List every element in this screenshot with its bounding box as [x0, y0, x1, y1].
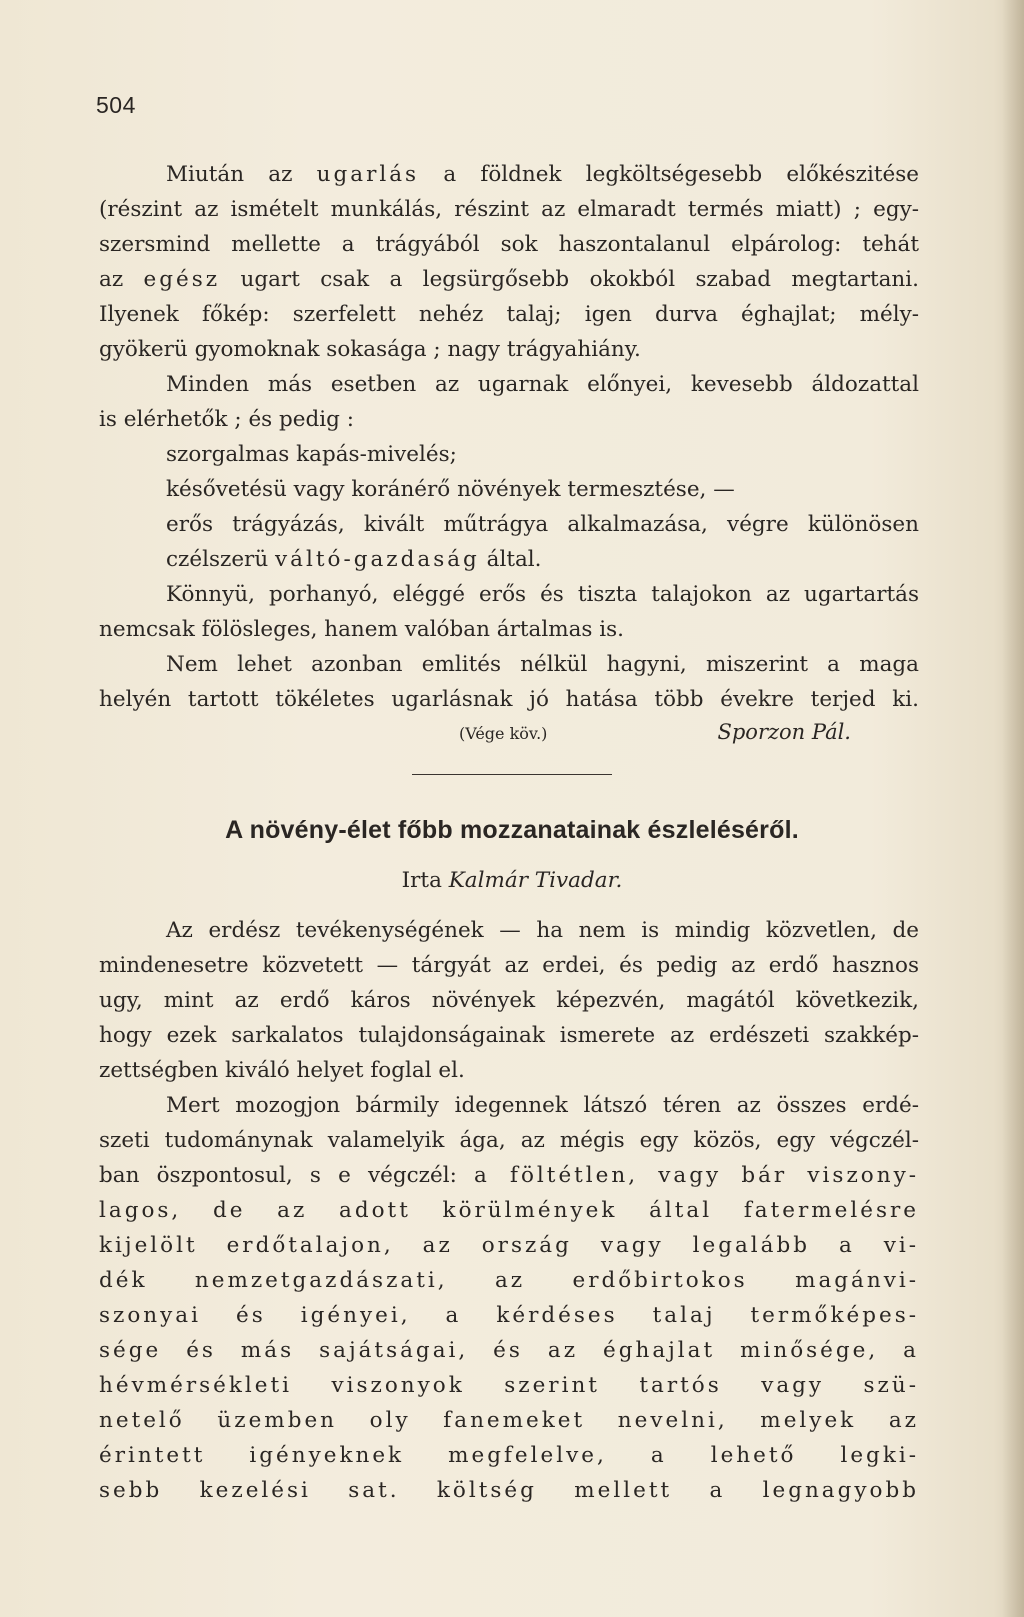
text-line: Minden más esetben az ugarnak előnyei, kevesebb áldozattal: [166, 372, 919, 397]
emphasis-line: érintett igényeknek megfelelve, a lehető legki-: [99, 1443, 919, 1468]
section-divider: [412, 774, 612, 775]
emphasis-line: szonyai és igényei, a kérdéses talaj termőképes-: [99, 1303, 919, 1328]
article-byline: Irta Kalmár Tivadar.: [401, 868, 623, 893]
emphasis-line: sége és más sajátságai, és az éghajlat minősége, a: [99, 1338, 919, 1363]
emphasis-spaced: ugarlás: [316, 162, 420, 187]
emphasis-spaced: a föltétlen, vagy bár viszony-: [474, 1163, 919, 1188]
page-edge-shadow: [1002, 0, 1024, 1617]
emphasis-spaced: váltó-gazdaság: [275, 547, 480, 572]
text-line: Az erdész tevékenységének — ha nem is mindig közvetlen, de: [166, 918, 919, 943]
text-line: Miután az ugarlás a földnek legköltségesebb előkészitése: [166, 162, 919, 187]
text-line: ban öszpontosul, s e végczél: a föltétlen, vagy bár viszony-: [99, 1163, 919, 1188]
text-line: szeti tudománynak valamelyik ága, az mégis egy közös, egy végczél-: [99, 1128, 919, 1153]
emphasis-line: hévmérsékleti viszonyok szerint tartós vagy szü-: [99, 1373, 919, 1398]
emphasis-spaced: egész: [143, 267, 221, 292]
list-item: késővetésü vagy koránérő növények termesztése, —: [166, 477, 735, 502]
continued-note: (Vége köv.): [459, 724, 548, 743]
section-ugarlas-text: [99, 157, 919, 717]
article-author: Kalmár Tivadar.: [448, 868, 623, 893]
list-item: czélszerü váltó-gazdaság által.: [166, 547, 542, 572]
emphasis-line: sebb kezelési sat. költség mellett a legnagyobb: [99, 1478, 919, 1503]
text-line: hogy ezek sarkalatos tulajdonságainak ismerete az erdészeti szakkép-: [99, 1023, 919, 1048]
text-line: Könnyü, porhanyó, eléggé erős és tiszta talajokon az ugartartás: [166, 582, 919, 607]
emphasis-line: dék nemzetgazdászati, az erdőbirtokos magánvi-: [99, 1268, 919, 1293]
author-signature: Sporzon Pál.: [717, 720, 851, 744]
text-line: zettségben kiváló helyet foglal el.: [99, 1058, 465, 1083]
text-line: ugy, mint az erdő káros növények képezvén, magától következik,: [99, 988, 919, 1013]
emphasis-line: kijelölt erdőtalajon, az ország vagy legalább a vi-: [99, 1233, 919, 1258]
emphasis-line: netelő üzemben oly fanemeket nevelni, melyek az: [99, 1408, 919, 1433]
text-line: gyökerü gyomoknak sokasága ; nagy trágyahiány.: [99, 337, 641, 362]
page-number: 504: [96, 92, 136, 118]
list-item: erős trágyázás, kivált műtrágya alkalmazása, végre különösen: [166, 512, 919, 537]
text-line: az egész ugart csak a legsürgősebb okokból szabad megtartani.: [99, 267, 919, 292]
text-line: helyén tartott tökéletes ugarlásnak jó hatása több évekre terjed ki.: [99, 687, 919, 712]
text-line: Nem lehet azonban emlités nélkül hagyni, miszerint a maga: [166, 652, 919, 677]
text-line: (részint az ismételt munkálás, részint az elmaradt termés miatt) ; egy-: [99, 197, 919, 222]
text-line: szersmind mellette a trágyából sok haszontalanul elpárolog: tehát: [99, 232, 919, 257]
text-line: nemcsak fölösleges, hanem valóban ártalmas is.: [99, 617, 625, 642]
text-line: is elérhetők ; és pedig :: [99, 407, 354, 432]
text-line: Mert mozogjon bármily idegennek látszó téren az összes erdé-: [166, 1093, 919, 1118]
section-footer: [99, 718, 919, 754]
list-item: szorgalmas kapás-mivelés;: [166, 442, 457, 467]
text-line: Ilyenek főkép: szerfelett nehéz talaj; igen durva éghajlat; mély-: [99, 302, 919, 327]
article-title: A növény-élet főbb mozzanatainak észleléséről.: [225, 816, 799, 844]
text-line: mindenesetre közvetett — tárgyát az erdei, és pedig az erdő hasznos: [99, 953, 919, 978]
section-article-text: [99, 913, 919, 1508]
emphasis-line: lagos, de az adott körülmények által fatermelésre: [99, 1198, 919, 1223]
